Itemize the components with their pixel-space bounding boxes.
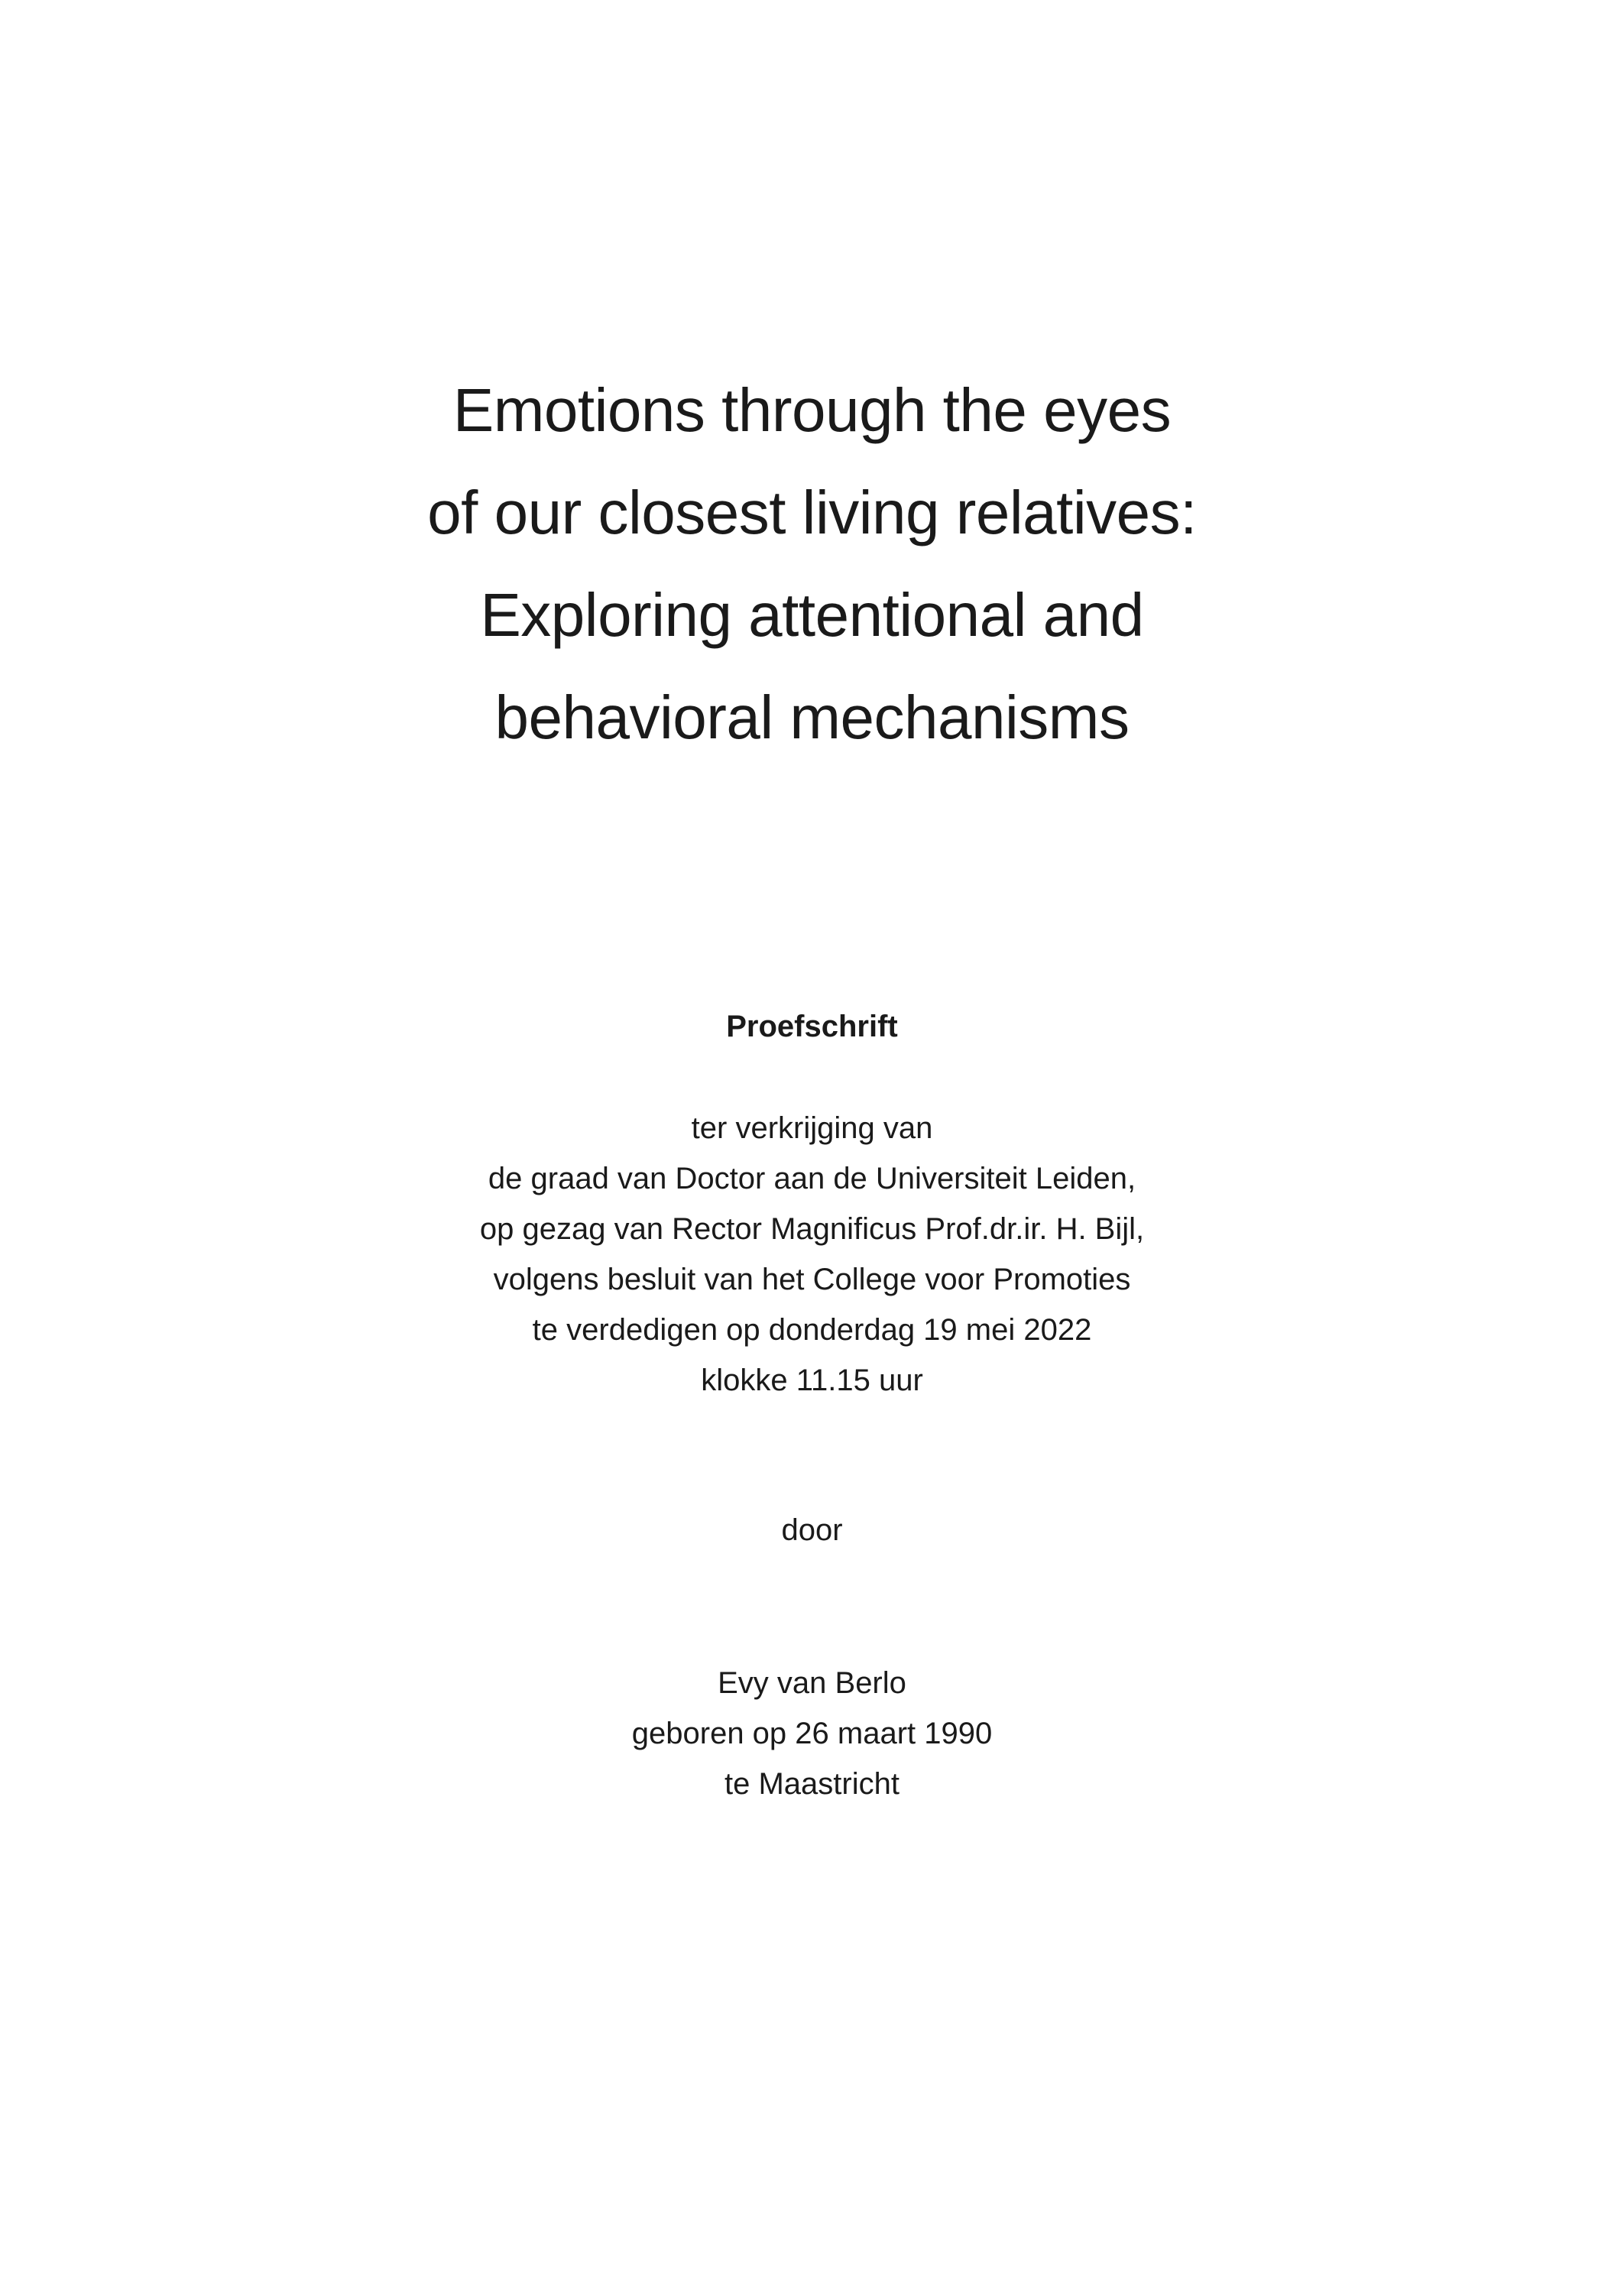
author-name: Evy van Berlo xyxy=(718,1666,906,1700)
promotion-line: te verdedigen op donderdag 19 mei 2022 xyxy=(532,1313,1092,1347)
promotion-line: de graad van Doctor aan de Universiteit Leiden, xyxy=(488,1162,1136,1195)
author-birth: geboren op 26 maart 1990 xyxy=(631,1717,993,1750)
promotion-line: volgens besluit van het College voor Promoties xyxy=(493,1263,1131,1296)
promotion-line: ter verkrijging van xyxy=(691,1111,933,1145)
thesis-title-line: Emotions through the eyes xyxy=(452,376,1172,444)
thesis-title-line: Exploring attentional and xyxy=(480,581,1144,649)
promotion-line: klokke 11.15 uur xyxy=(701,1364,923,1397)
author-birthplace: te Maastricht xyxy=(724,1767,900,1801)
promotion-line: op gezag van Rector Magnificus Prof.dr.ir. H. Bijl, xyxy=(479,1212,1145,1246)
thesis-title-line: behavioral mechanisms xyxy=(494,683,1130,751)
author-block xyxy=(0,1658,1624,1809)
thesis-title xyxy=(0,359,1624,769)
by-label: door xyxy=(781,1513,843,1547)
thesis-title-line: of our closest living relatives: xyxy=(427,478,1197,546)
document-type-label: Proefschrift xyxy=(726,1010,898,1043)
promotion-statement xyxy=(0,1103,1624,1406)
